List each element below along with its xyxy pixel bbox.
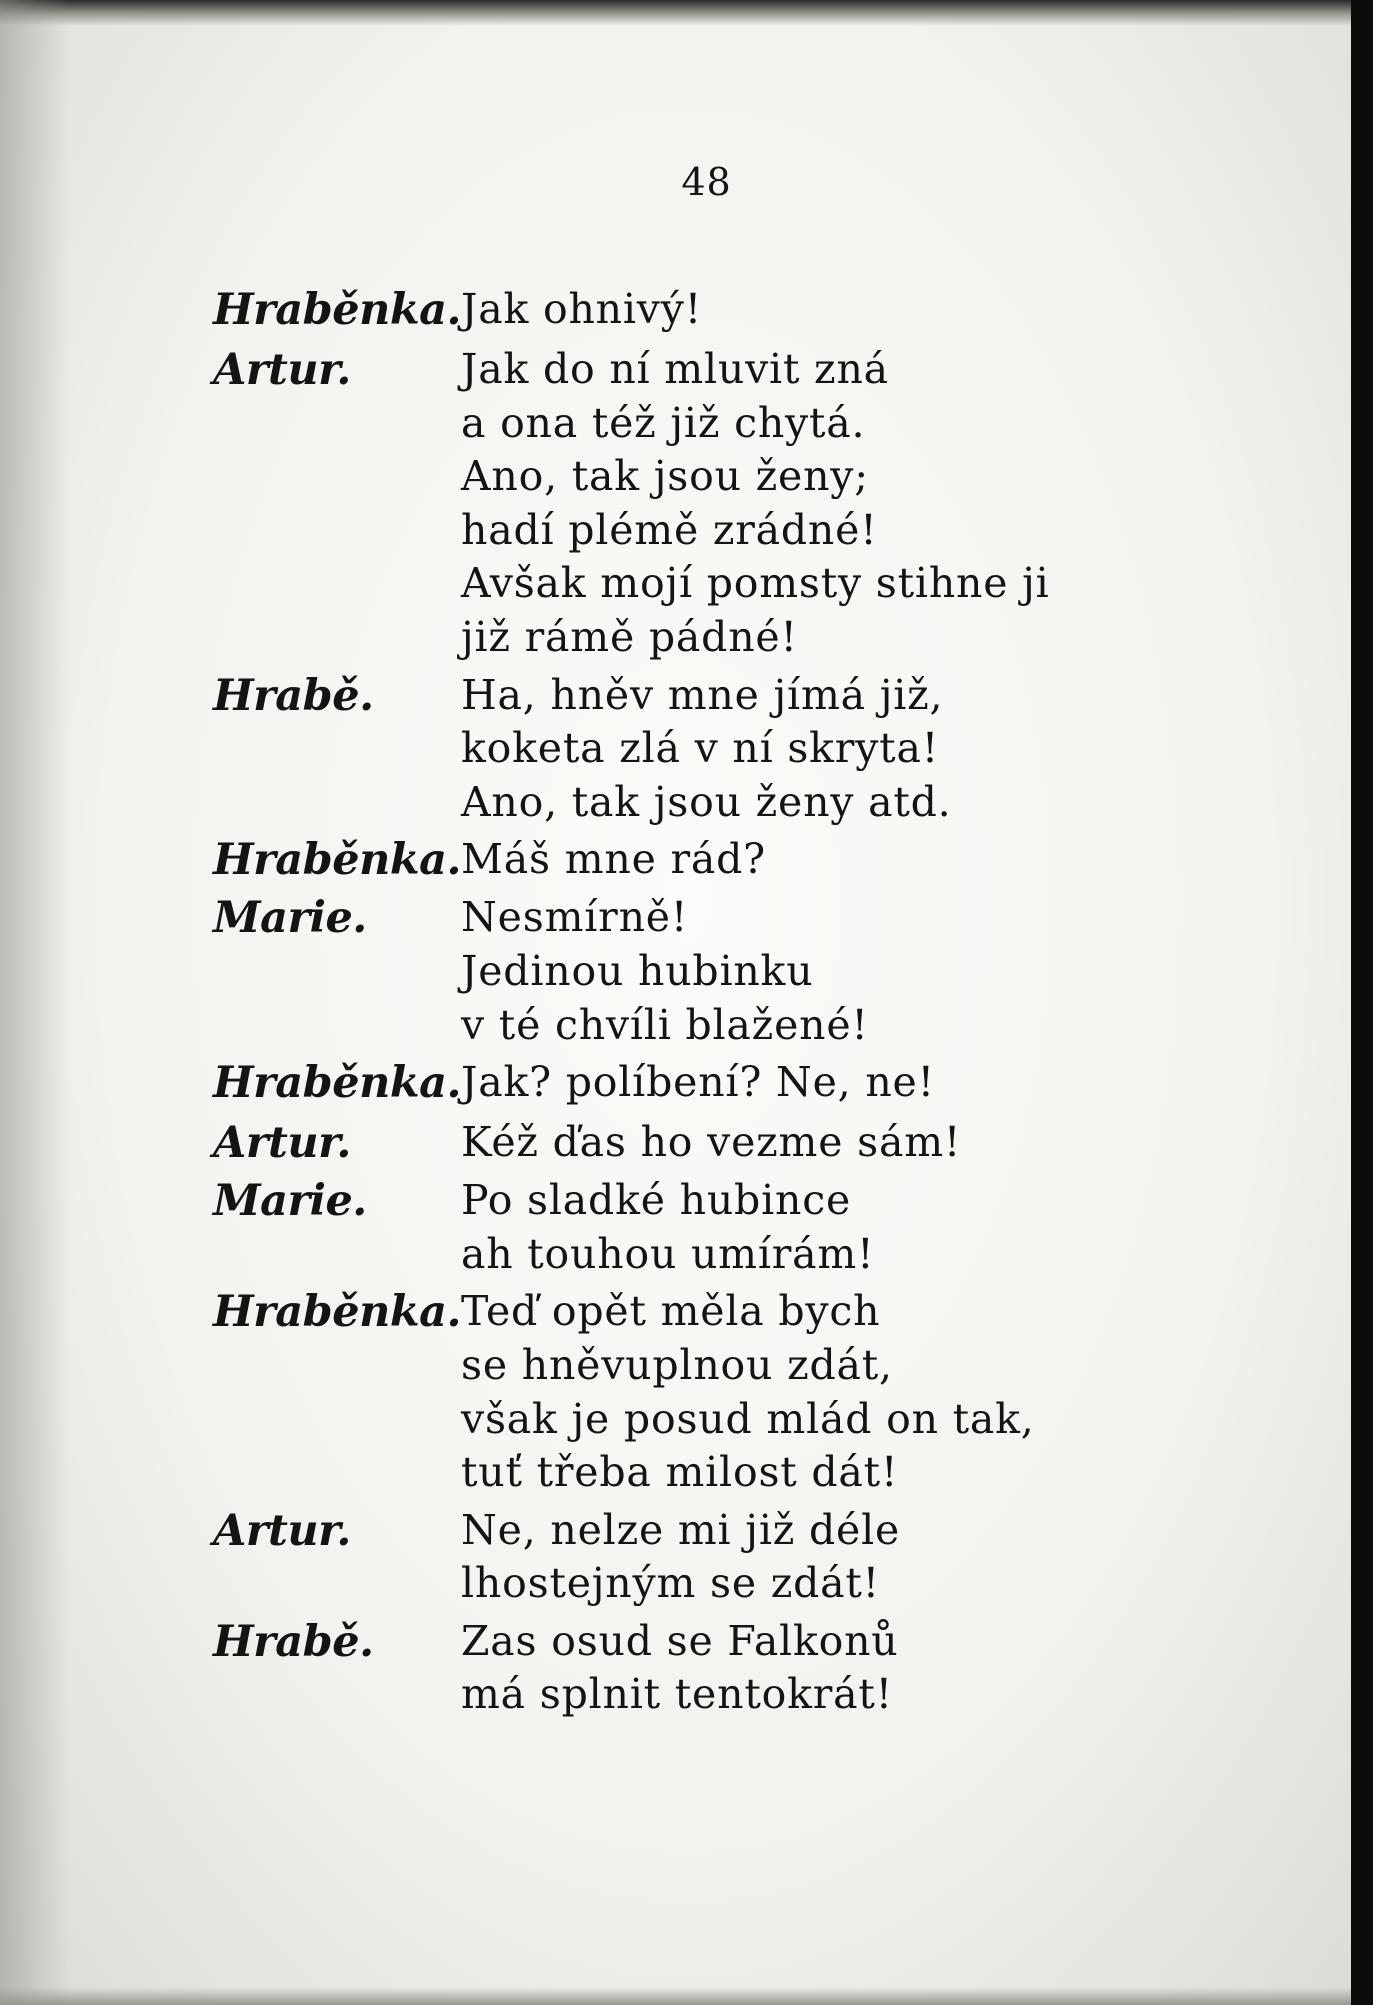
verse-line: Jak do ní mluvit zná: [461, 345, 889, 393]
spoken-lines: [461, 1174, 1113, 1281]
speaker-name: Marie.: [213, 1176, 367, 1227]
spoken-lines: [461, 1056, 1113, 1110]
verse-line: se hněvuplnou zdát,: [461, 1340, 893, 1389]
speaker-name: Hraběnka.: [213, 285, 461, 335]
spoken-lines: [461, 1615, 1113, 1722]
verse-line: Ano, tak jsou ženy atd.: [461, 777, 952, 826]
scan-right-edge: [1351, 0, 1373, 2005]
spoken-lines: [461, 833, 1113, 887]
verse-line: Ha, hněv mne jímá již,: [461, 670, 944, 719]
verse-line: Kéž ďas ho vezme sám!: [461, 1118, 962, 1167]
verse-line: však je posud mlád on tak,: [461, 1394, 1035, 1443]
spoken-lines: [461, 343, 1113, 665]
verse-line: Jak? políbení? Ne, ne!: [461, 1058, 935, 1107]
speaker-name: Marie.: [213, 893, 367, 944]
speaker-name: Hrabě.: [213, 1616, 374, 1667]
scan-top-edge: [0, 0, 1351, 26]
dialogue-turn: [213, 833, 1113, 887]
dialogue-turn: [213, 283, 1113, 337]
verse-line: Nesmírně!: [461, 893, 689, 942]
spoken-lines: [461, 891, 1113, 1052]
dialogue-turn: [213, 1174, 1113, 1281]
verse-line: má splnit tentokrát!: [461, 1670, 893, 1719]
verse-line: Ne, nelze mi již déle: [461, 1505, 901, 1554]
spoken-lines: [461, 283, 1113, 337]
verse-line: Avšak mojí pomsty stihne ji: [461, 559, 1050, 608]
verse-line: hadí plémě zrádné!: [461, 505, 878, 554]
speaker-name: Hrabě.: [213, 670, 374, 721]
verse-line: Po sladké hubince: [461, 1176, 852, 1225]
scan-left-shadow: [0, 0, 70, 2005]
verse-line: a ona též již chytá.: [461, 398, 866, 447]
speaker-name: Artur.: [213, 1118, 351, 1169]
verse-line: Jedinou hubinku: [461, 946, 814, 995]
speaker-name: Artur.: [213, 1505, 351, 1556]
speaker-name: Hraběnka.: [213, 835, 461, 886]
verse-line: lhostejným se zdát!: [461, 1559, 880, 1608]
verse-line: Jak ohnivý!: [461, 285, 702, 333]
scan-bottom-edge: [0, 1987, 1351, 2005]
spoken-lines: [461, 669, 1113, 830]
verse-line: Zas osud se Falkonů: [461, 1616, 899, 1665]
dialogue-turn: [213, 669, 1113, 830]
verse-line: koketa zlá v ní skryta!: [461, 724, 939, 773]
speaker-name: Hraběnka.: [213, 1287, 461, 1338]
spoken-lines: [461, 1285, 1113, 1499]
spoken-lines: [461, 1116, 1113, 1170]
spoken-lines: [461, 1504, 1113, 1611]
speaker-name: Artur.: [213, 345, 351, 395]
dialogue-block: [213, 283, 1113, 1722]
dialogue-turn: [213, 343, 1113, 665]
verse-line: Teď opět měla bych: [461, 1287, 881, 1336]
page-number: 48: [681, 160, 732, 204]
dialogue-turn: [213, 891, 1113, 1052]
speaker-name: Hraběnka.: [213, 1058, 461, 1109]
verse-line: tuť třeba milost dát!: [461, 1448, 899, 1497]
verse-line: v té chvíli blažené!: [461, 1000, 869, 1049]
verse-line: Máš mne rád?: [461, 835, 766, 884]
dialogue-turn: [213, 1615, 1113, 1722]
dialogue-turn: [213, 1285, 1113, 1499]
dialogue-turn: [213, 1116, 1113, 1170]
verse-line: již rámě pádné!: [461, 612, 798, 661]
verse-line: Ano, tak jsou ženy;: [461, 452, 869, 501]
dialogue-turn: [213, 1504, 1113, 1611]
verse-line: ah touhou umírám!: [461, 1229, 875, 1278]
dialogue-turn: [213, 1056, 1113, 1110]
